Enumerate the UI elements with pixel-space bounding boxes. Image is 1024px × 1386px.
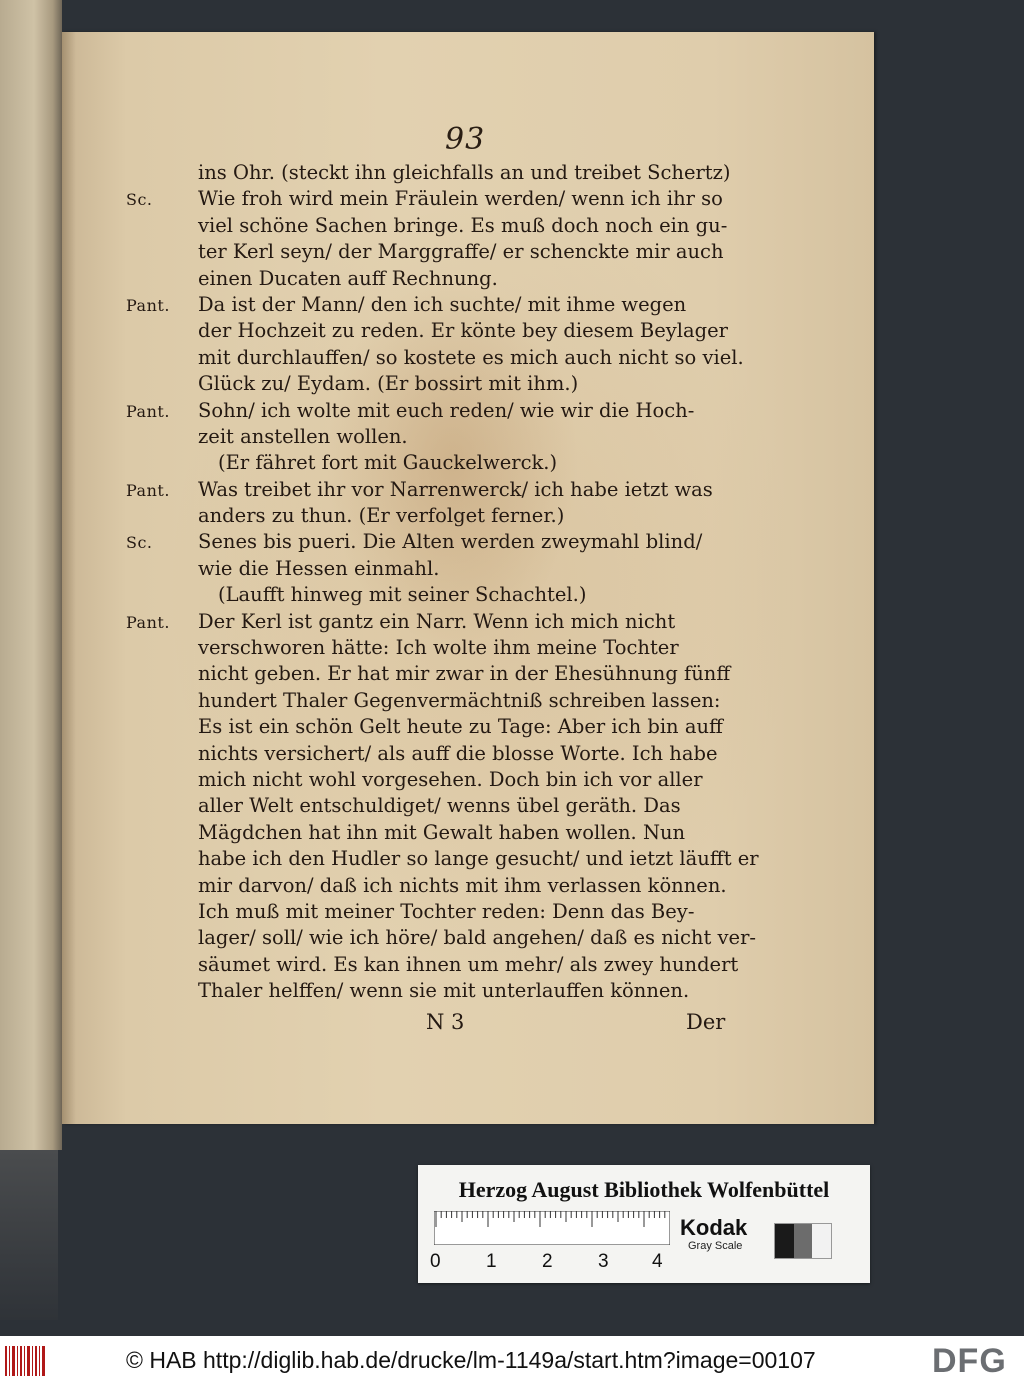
line-text: zeit anstellen wollen. bbox=[198, 424, 408, 448]
text-line bbox=[126, 529, 786, 555]
line-text: Ich muß mit meiner Tochter reden: Denn das Bey- bbox=[198, 899, 695, 923]
line-text: einen Ducaten auff Rechnung. bbox=[198, 266, 498, 290]
stage-direction: (Er fähret fort mit Gauckelwerck.) bbox=[218, 451, 558, 475]
line-text: Mägdchen hat ihn mit Gewalt haben wollen. Nun bbox=[198, 820, 686, 844]
gray-patch-dark bbox=[794, 1224, 813, 1258]
line-text: Senes bis pueri. Die Alten werden zweymahl blind/ bbox=[198, 530, 703, 554]
text-line bbox=[126, 160, 786, 186]
text-line bbox=[126, 318, 786, 344]
text-line bbox=[126, 767, 786, 793]
line-text: mich nicht wohl vorgesehen. Doch bin ich vor aller bbox=[198, 767, 703, 791]
text-line bbox=[126, 556, 786, 582]
color-ruler-card bbox=[418, 1165, 870, 1283]
footer-bar bbox=[0, 1336, 1024, 1386]
speaker-label: Pant. bbox=[126, 401, 170, 421]
text-line bbox=[126, 477, 786, 503]
text-line bbox=[126, 266, 786, 292]
page-gutter bbox=[62, 32, 76, 1124]
line-text: habe ich den Hudler so lange gesucht/ und ietzt läufft er bbox=[198, 847, 759, 871]
text-line bbox=[126, 424, 786, 450]
line-text: Der Kerl ist gantz ein Narr. Wenn ich mich nicht bbox=[198, 609, 676, 633]
line-text: anders zu thun. (Er verfolget ferner.) bbox=[198, 504, 565, 528]
line-text: verschworen hätte: Ich wolte ihm meine Tochter bbox=[198, 636, 679, 660]
line-text: hundert Thaler Gegenvermächtniß schreiben lassen: bbox=[198, 688, 721, 712]
ruler-number: 3 bbox=[598, 1251, 609, 1272]
gray-patch-white bbox=[812, 1224, 831, 1258]
text-line bbox=[126, 239, 786, 265]
ruler-number: 0 bbox=[430, 1251, 441, 1272]
dfg-logo: DFG bbox=[932, 1342, 1007, 1380]
line-text: wie die Hessen einmahl. bbox=[198, 556, 440, 580]
text-line bbox=[126, 925, 786, 951]
line-text: der Hochzeit zu reden. Er könte bey diesem Beylager bbox=[198, 319, 728, 343]
line-text: lager/ soll/ wie ich höre/ bald angehen/ daß es nicht ver- bbox=[198, 926, 756, 950]
text-line bbox=[126, 635, 786, 661]
text-line bbox=[126, 820, 786, 846]
page-footer-line bbox=[126, 1009, 786, 1039]
ruler-number: 4 bbox=[652, 1251, 663, 1272]
text-line bbox=[126, 661, 786, 687]
ruler-number: 1 bbox=[486, 1251, 497, 1272]
line-text: Es ist ein schön Gelt heute zu Tage: Aber ich bin auff bbox=[198, 715, 723, 739]
line-text: mit durchlauffen/ so kostete es mich auch nicht so viel. bbox=[198, 345, 744, 369]
gray-scale-patches bbox=[774, 1223, 832, 1259]
text-line bbox=[126, 582, 786, 608]
text-line bbox=[126, 371, 786, 397]
text-line bbox=[126, 186, 786, 212]
line-text: Wie froh wird mein Fräulein werden/ wenn ich ihr so bbox=[198, 187, 723, 211]
speaker-label: Pant. bbox=[126, 612, 170, 632]
text-line bbox=[126, 292, 786, 318]
stage-direction: (Laufft hinweg mit seiner Schachtel.) bbox=[218, 583, 587, 607]
text-line bbox=[126, 503, 786, 529]
text-line bbox=[126, 793, 786, 819]
speaker-label: Sc. bbox=[126, 533, 153, 553]
text-line bbox=[126, 899, 786, 925]
line-text: säumet wird. Es kan ihnen um mehr/ als zwey hundert bbox=[198, 952, 739, 976]
line-text: Sohn/ ich wolte mit euch reden/ wie wir die Hoch- bbox=[198, 398, 695, 422]
gray-scale-label: Gray Scale bbox=[688, 1240, 743, 1252]
line-text: mir darvon/ daß ich nichts mit ihm verlassen können. bbox=[198, 873, 727, 897]
left-page-edge bbox=[0, 0, 62, 1150]
catchword: Der bbox=[686, 1009, 726, 1034]
line-text: aller Welt entschuldiget/ wenns übel geräth. Das bbox=[198, 794, 681, 818]
line-text: Da ist der Mann/ den ich suchte/ mit ihme wegen bbox=[198, 292, 687, 316]
line-text: Was treibet ihr vor Narrenwerck/ ich habe ietzt was bbox=[198, 477, 713, 501]
text-line bbox=[126, 609, 786, 635]
speaker-label: Sc. bbox=[126, 190, 153, 210]
text-line bbox=[126, 345, 786, 371]
ruler-number: 2 bbox=[542, 1251, 553, 1272]
text-line bbox=[126, 741, 786, 767]
line-text: Glück zu/ Eydam. (Er bossirt mit ihm.) bbox=[198, 372, 579, 396]
text-line bbox=[126, 873, 786, 899]
library-name: Herzog August Bibliothek Wolfenbüttel bbox=[458, 1177, 830, 1202]
signature-mark: N 3 bbox=[426, 1009, 465, 1034]
text-line bbox=[126, 952, 786, 978]
page-number: 93 bbox=[445, 122, 486, 157]
text-line bbox=[126, 714, 786, 740]
speaker-label: Pant. bbox=[126, 480, 170, 500]
text-line bbox=[126, 213, 786, 239]
book-page bbox=[62, 32, 874, 1124]
text-block bbox=[126, 160, 786, 1039]
copyright-url-text: © HAB http://diglib.hab.de/drucke/lm-1149a/start.htm?image=00107 bbox=[126, 1347, 816, 1373]
text-line bbox=[126, 688, 786, 714]
line-text: nichts versichert/ als auff die blosse Worte. Ich habe bbox=[198, 741, 718, 765]
line-text: Thaler helffen/ wenn sie mit unterlauffen können. bbox=[198, 979, 690, 1003]
left-page-shadow bbox=[0, 1150, 58, 1320]
line-text: viel schöne Sachen bringe. Es muß doch noch ein gu- bbox=[198, 213, 728, 237]
kodak-brand: Kodak bbox=[680, 1215, 748, 1240]
text-line bbox=[126, 978, 786, 1004]
speaker-label: Pant. bbox=[126, 295, 170, 315]
text-line bbox=[126, 398, 786, 424]
text-line bbox=[126, 846, 786, 872]
text-lines bbox=[126, 160, 786, 1005]
text-line bbox=[126, 450, 786, 476]
line-text: ins Ohr. (steckt ihn gleichfalls an und treibet Schertz) bbox=[198, 161, 731, 184]
line-text: ter Kerl seyn/ der Marggraffe/ er schenckte mir auch bbox=[198, 240, 724, 264]
line-text: nicht geben. Er hat mir zwar in der Ehesühnung fünff bbox=[198, 662, 731, 686]
barcode-icon bbox=[4, 1344, 48, 1378]
gray-patch-black bbox=[775, 1224, 794, 1258]
ruler-scale-icon bbox=[434, 1211, 670, 1245]
